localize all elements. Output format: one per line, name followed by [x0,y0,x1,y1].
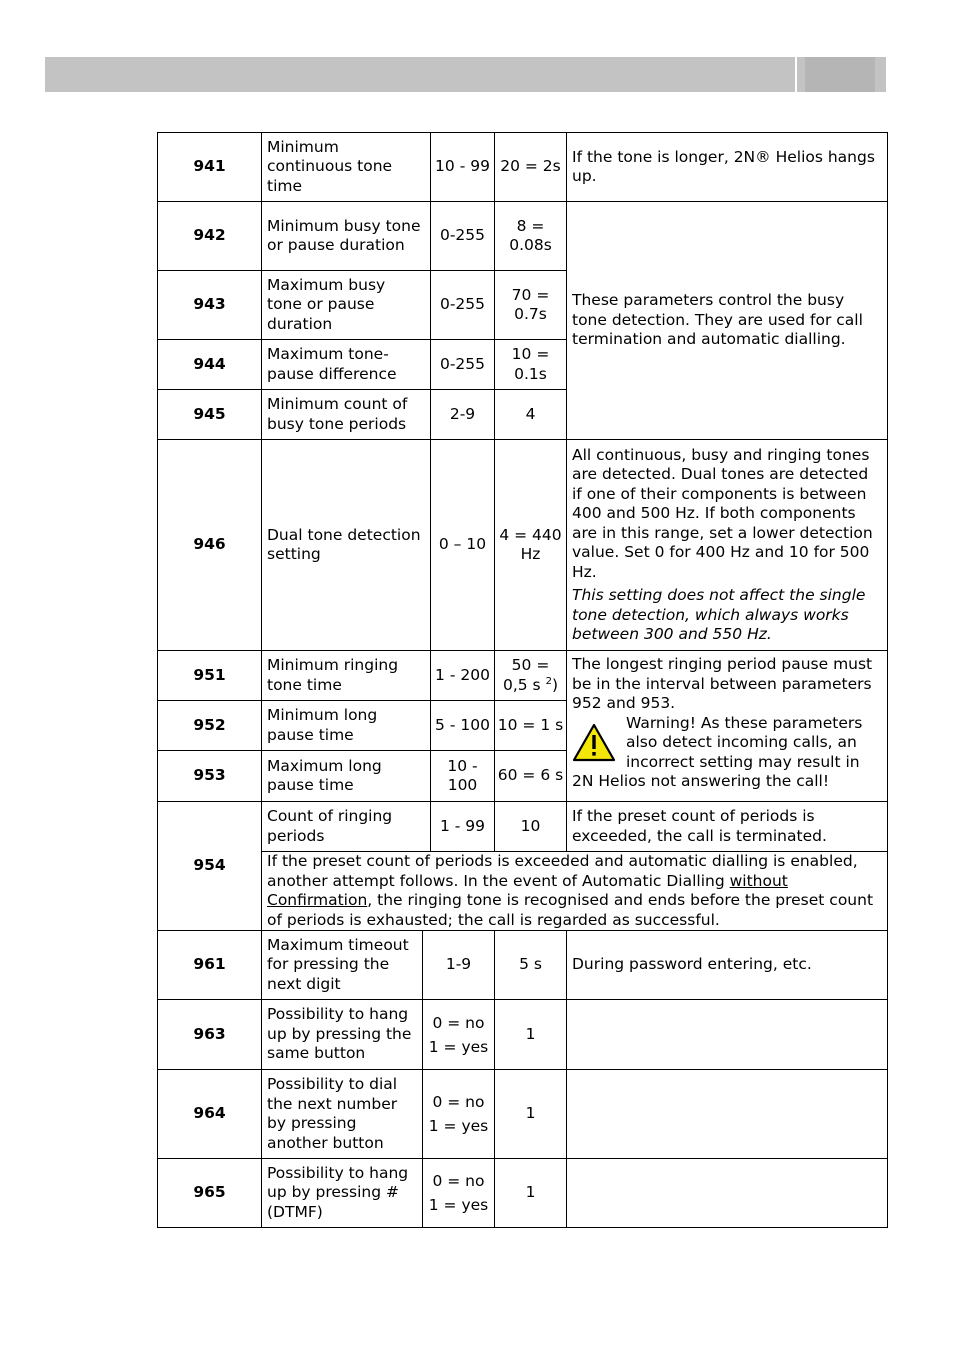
param-number: 943 [157,270,262,340]
param-default: 1 [494,1158,567,1228]
param-default: 50 = 0,5 s $^2$) [494,650,567,701]
param-default: 4 [494,389,567,440]
warning-text-tail: 2N Helios not answering the call! [572,772,830,790]
param-name: Count of ringing periods [261,801,431,852]
param-description [566,1158,888,1228]
param-default: 10 [494,801,567,852]
param-name: Dual tone detection setting [261,439,431,651]
footnote-marker: 2 [545,675,552,687]
param-range: 0 = no 1 = yes [422,999,495,1070]
param-description [566,999,888,1070]
ringing-count-note: If the preset count of periods is exceeded and automatic dialling is enabled, another attempt follows. In the event of Automatic Dialling without Confirmation, the ringing tone is recognised and ends before the preset count of periods is exhausted; the call is regarded as successful. [261,851,888,931]
param-range: 1 - 200 [430,650,495,701]
param-number: 964 [157,1069,262,1159]
param-description [566,439,888,651]
param-name: Minimum continuous tone time [261,132,431,202]
param-number: 944 [157,339,262,390]
warning-triangle-icon [572,723,616,763]
param-number: 945 [157,389,262,440]
param-range: 1-9 [422,930,495,1000]
param-number: 942 [157,201,262,271]
param-description: If the tone is longer, 2N® Helios hangs up. [566,132,888,202]
parameter-table [157,132,888,1228]
param-name: Possibility to dial the next number by pressing another button [261,1069,423,1159]
param-number: 946 [157,439,262,651]
param-default: 5 s [494,930,567,1000]
param-default: 1 [494,999,567,1070]
param-range: 5 - 100 [430,700,495,751]
param-description [566,1069,888,1159]
param-range: 0 = no 1 = yes [422,1069,495,1159]
param-number: 952 [157,700,262,751]
param-number: 953 [157,750,262,802]
param-name: Possibility to hang up by pressing # (DTMF) [261,1158,423,1228]
param-range: 1 - 99 [430,801,495,852]
param-default: 70 = 0.7s [494,270,567,340]
param-name: Maximum tone-pause difference [261,339,431,390]
param-range: 0-255 [430,201,495,271]
param-description: If the preset count of periods is exceeded, the call is terminated. [566,801,888,852]
param-number: 965 [157,1158,262,1228]
param-range: 0 = no 1 = yes [422,1158,495,1228]
param-default: 8 = 0.08s [494,201,567,271]
underlined-term: without Confirmation [267,871,788,909]
param-default: 4 = 440 Hz [494,439,567,651]
param-number: 963 [157,999,262,1070]
page-header-bar [45,57,795,92]
param-range: 0 – 10 [430,439,495,651]
param-name: Maximum busy tone or pause duration [261,270,431,340]
param-name: Maximum timeout for pressing the next digit [261,930,423,1000]
busy-tone-description: These parameters control the busy tone detection. They are used for call termination and automatic dialling. [566,201,888,440]
warning-text: Warning! As these parameters also detect incoming calls, an incorrect setting may result in [626,713,863,771]
param-range: 10 - 100 [430,750,495,802]
param-name: Minimum busy tone or pause duration [261,201,431,271]
dual-tone-description: All continuous, busy and ringing tones are detected. Dual tones are detected if one of their components is between 400 and 500 Hz. If both components are in this range, set a lower detection value. Set 0 for 400 Hz and 10 for 500 Hz. [572,445,873,581]
param-range: 0-255 [430,339,495,390]
warning-block [572,714,882,773]
param-range: 2-9 [430,389,495,440]
ringing-interval-text: The longest ringing period pause must be in the interval between parameters 952 and 953. [572,655,873,712]
param-default: 20 = 2s [494,132,567,202]
param-name: Possibility to hang up by pressing the same button [261,999,423,1070]
dual-tone-note: This setting does not affect the single tone detection, which always works between 300 and 550 Hz. [572,586,866,643]
param-default: 1 [494,1069,567,1159]
param-number: 951 [157,650,262,701]
param-range: 10 - 99 [430,132,495,202]
param-number: 954 [157,801,262,931]
param-default: 10 = 1 s [494,700,567,751]
param-number: 961 [157,930,262,1000]
param-default: 60 = 6 s [494,750,567,802]
param-name: Minimum long pause time [261,700,431,751]
ringing-description [566,650,888,802]
param-name: Maximum long pause time [261,750,431,802]
param-number: 941 [157,132,262,202]
param-range: 0-255 [430,270,495,340]
page-header-tab [797,57,886,92]
param-name: Minimum ringing tone time [261,650,431,701]
param-default: 10 = 0.1s [494,339,567,390]
param-description: During password entering, etc. [566,930,888,1000]
param-name: Minimum count of busy tone periods [261,389,431,440]
